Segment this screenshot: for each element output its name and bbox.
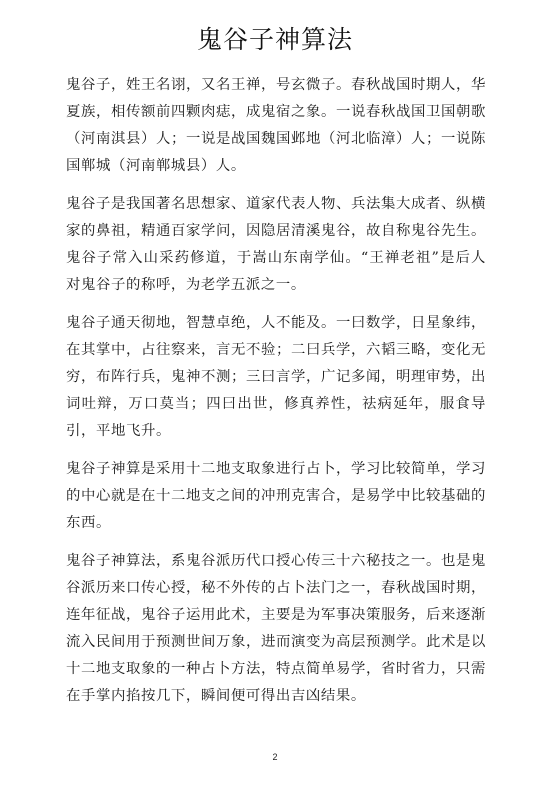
- document-title: 鬼谷子神算法: [196, 25, 353, 54]
- document-body: [66, 72, 486, 721]
- paragraph-method-history: 鬼谷子神算法，系鬼谷派历代口授心传三十六秘技之一。也是鬼谷派历来口传心授，秘不外传的占卜法门之一，春秋战国时期，连年征战，鬼谷子运用此术，主要是为军事决策服务，后来逐渐流入民间用于预测世间万象，进而演变为高层预测学。此术是以十二地支取象的一种占卜方法，特点简单易学，省时省力，只需在手掌内掐按几下，瞬间便可得出吉凶结果。: [66, 553, 486, 704]
- paragraph-method-summary: 鬼谷子神算是采用十二地支取象进行占卜，学习比较简单，学习的中心就是在十二地支之间的冲刑克害合，是易学中比较基础的东西。: [66, 461, 486, 531]
- paragraph-four-studies: 鬼谷子通天彻地，智慧卓绝，人不能及。一曰数学，日星象纬，在其掌中，占往察来，言无不验；二曰兵学，六韬三略，变化无穷，布阵行兵，鬼神不测；三曰言学，广记多闻，明理审势，出词吐辩，万口莫当；四曰出世，修真养性，祛病延年，服食导引，平地飞升。: [66, 315, 486, 439]
- paragraph-intro: 鬼谷子，姓王名诩，又名王禅，号玄微子。春秋战国时期人，华夏族，相传额前四颗肉痣，成鬼宿之象。一说春秋战国卫国朝歌（河南淇县）人；一说是战国魏国邺地（河北临漳）人；一说陈国郸城（河南郸城县）人。: [66, 77, 486, 174]
- page-number: 2: [272, 752, 278, 762]
- paragraph-background: 鬼谷子是我国著名思想家、道家代表人物、兵法集大成者、纵横家的鼻祖，精通百家学问，因隐居清溪鬼谷，故自称鬼谷先生。鬼谷子常入山采药修道，于嵩山东南学仙。“王禅老祖”是后人对鬼谷子的称呼，为老学五派之一。: [66, 196, 486, 293]
